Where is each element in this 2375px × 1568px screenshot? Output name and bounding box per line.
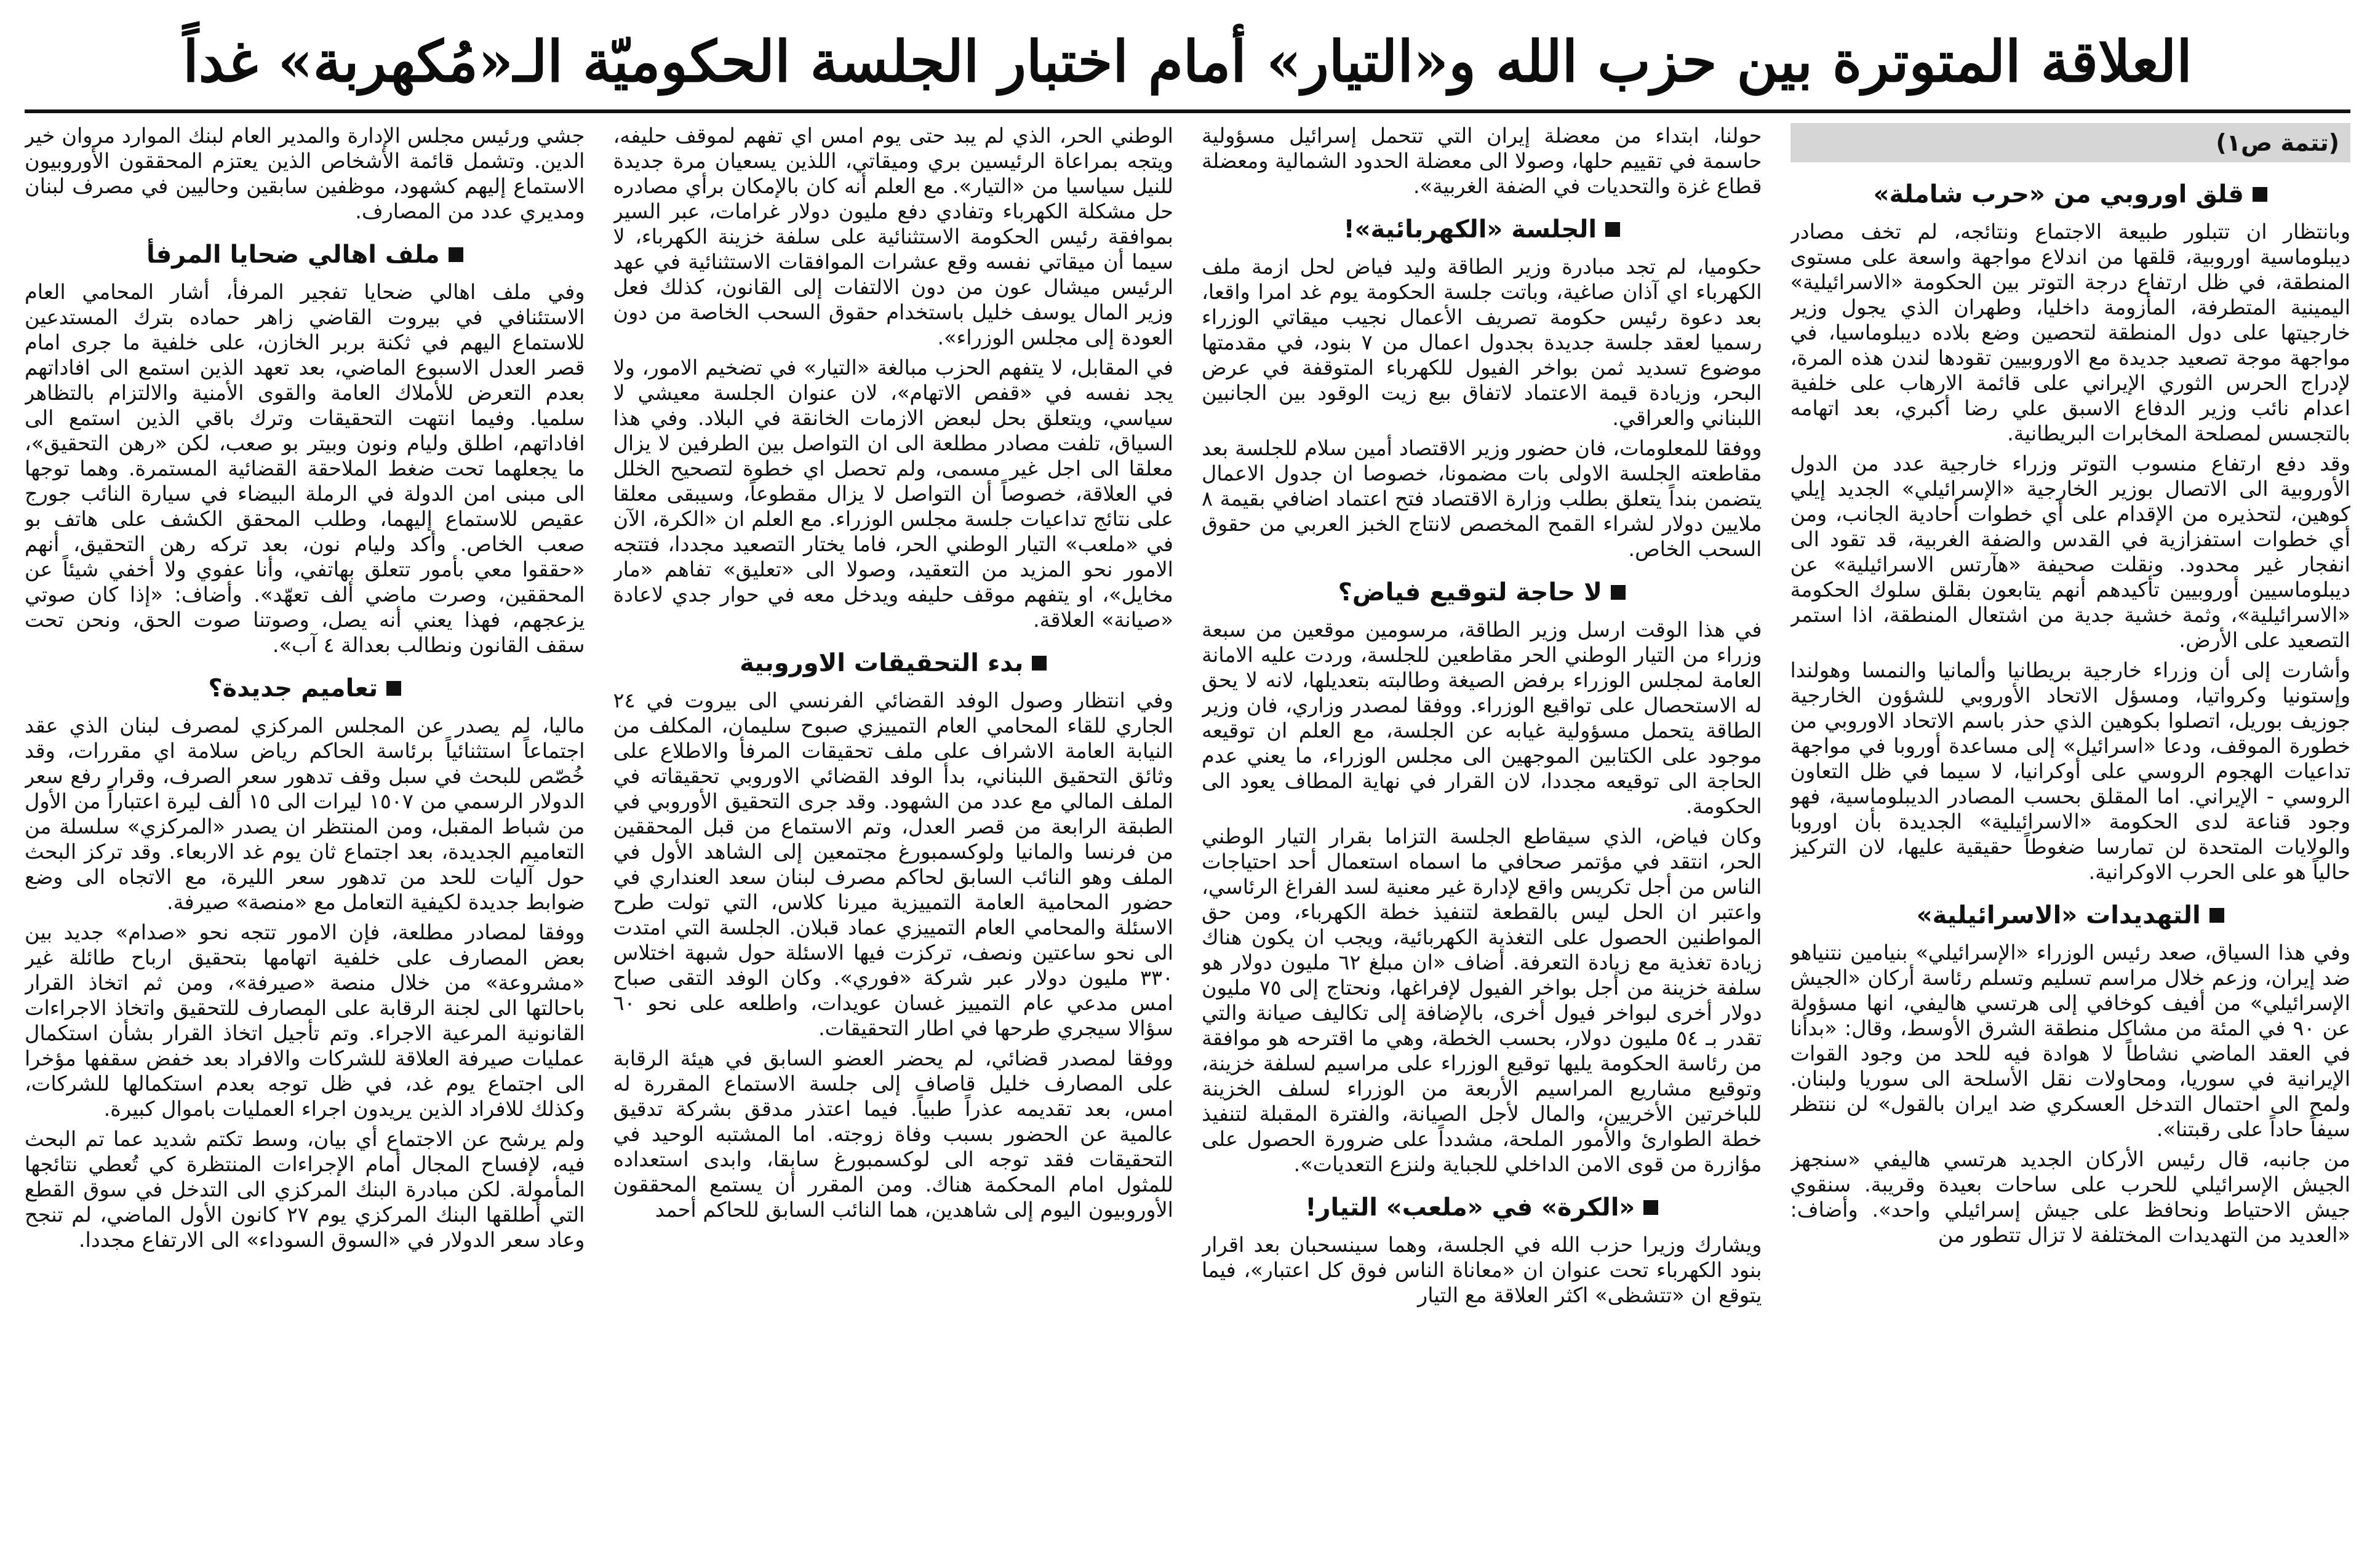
paragraph: وبانتظار ان تتبلور طبيعة الاجتماع ونتائجه، لم تخف مصادر ديبلوماسية اوروبية، قلقها من اندلاع مواجهة واسعة على مستوى المنطقة، في ظل ارتفاع درجة التوتر بين الحكومة «الاسرائيلية» اليمينية المتطرفة، المأزومة داخليا، وطهران الذي يجول وزير خارجيتها على دول المنطقة لتحصين وضع بلاده ديبلوماسيا، في مواجهة موجة تصعيد جديدة مع الاوروبيين تقودها لندن هذه المرة، لإدراج الحرس الثوري الإيراني على قائمة الارهاب على خلفية اعدام نائب وزير الدفاع الاسبق علي رضا أكبري، بعد اتهامه بالتجسس لمصلحة المخابرات البريطانية. [1790, 220, 2350, 445]
paragraph: حولنا، ابتداء من معضلة إيران التي تتحمل إسرائيل مسؤولية حاسمة في تقييم حلها، وصولا الى معضلة الحدود الشمالية ومعضلة قطاع غزة والتحديات في الضفة الغربية». [1202, 124, 1762, 198]
subheading-text: قلق اوروبي من «حرب شاملة» [1873, 180, 2244, 209]
column-4 [25, 123, 585, 1550]
headline: العلاقة المتوترة بين حزب الله و«التيار» أمام اختبار الجلسة الحكوميّة الـ«مُكهربة» غداً [183, 28, 2192, 95]
paragraph: ووفقا لمصادر مطلعة، فإن الامور تتجه نحو «صدام» جديد بين بعض المصارف على خلفية اتهامها بتحقيق ارباح طائلة غير «مشروعة» من خلال منصة «صيرفة»، ومن ثم اتخاذ القرار باحالتها الى لجنة الرقابة على المصارف للتحقيق واتخاذ الاجراءات القانونية المرعية الاجراء. وتم تأجيل اتخاذ القرار بشأن استكمال عمليات صيرفة العلاقة للشركات والافراد بعد خفض سقفها مؤخرا الى اجتماع يوم غد، في ظل توجه بعدم استكمالها للشركات، وكذلك للافراد الذين يريدون اجراء العمليات باموال كبيرة. [25, 920, 585, 1121]
subheading-text: لا حاجة لتوقيع فياض؟ [1338, 578, 1602, 607]
subheading-text: تعاميم جديدة؟ [208, 674, 378, 702]
square-bullet-icon [449, 247, 463, 262]
subheading-text: «الكرة» في «ملعب» التيار! [1305, 1193, 1635, 1222]
paragraph: ويشارك وزيرا حزب الله في الجلسة، وهما سينسحبان بعد اقرار بنود الكهرباء تحت عنوان ان «معاناة الناس فوق كل اعتبار»، فيما يتوقع ان «تتشظى» اكثر العلاقة مع التيار [1202, 1233, 1762, 1307]
paragraph: وأشارت إلى أن وزراء خارجية بريطانيا وألمانيا والنمسا وهولندا وإستونيا وكرواتيا، ومسؤل الاتحاد الأوروبي للشؤون الخارجية جوزيف بوريل، اتصلوا بكوهين الذي حذر باسم الاتحاد الاوروبي من خطورة الموقف، ودعا «اسرائيل» إلى مساعدة أوروبا في مواجهة تداعيات الهجوم الروسي على أوكرانيا، لا سيما في ظل التعاون الروسي - الإيراني. اما المقلق بحسب المصادر الديبلوماسية، فهو وجود قناعة لدى الحكومة «الاسرائيلية» الجديدة بأن اوروبا والولايات المتحدة لن تمارسا ضغوطاً حقيقية عليها، لان التركيز حالياً هو على الحرب الاوكرانية. [1790, 658, 2350, 884]
square-bullet-icon [1611, 585, 1626, 600]
subheading [25, 239, 585, 271]
paragraph: وفي ملف اهالي ضحايا تفجير المرفأ، أشار المحامي العام الاستئنافي في بيروت القاضي زاهر حماده بترك المستدعين للاستماع اليهم في ثكنة بربر الخازن، على خلفية ما جرى امام قصر العدل الاسبوع الماضي، بعد تعهد الذين استمع الى افاداتهم بعدم التعرض للأملاك العامة والقوى الأمنية والالتزام بالتظاهر سلميا. وفيما انتهت التحقيقات وترك باقي الذين استمع الى افاداتهم، اطلق وليام ونون وبيتر بو صعب، لكن «رهن التحقيق»، ما يجعلهما تحت ضغط الملاحقة القضائية المستمرة. وهما توجها الى مبنى امن الدولة في الرملة البيضاء في سيارة النائب جورج عقيص للاستماع إليهما، وطلب المحقق الكشف على هاتف بو صعب الخاص. وأكد وليام نون، بعد تركه رهن التحقيق، أنهم «حققوا معي بأمور تتعلق بهاتفي، وأنا عفوي ولا أخفي شيئاً عن المحققين، وصرت ماضي ألف تعهّد». وأضاف: «إذا كان صوتي يزعجهم، فهذا يعني أنه يصل، وصوتنا صوت الحق، ونحن تحت سقف القانون ونطالب بعدالة ٤ آب». [25, 280, 585, 657]
square-bullet-icon [2253, 187, 2267, 202]
subheading-text: الجلسة «الكهربائية»! [1343, 215, 1597, 244]
paragraph: جشي ورئيس مجلس الإدارة والمدير العام لبنك الموارد مروان خير الدين. وتشمل قائمة الأشخاص الذين يعتزم المحققون الأوروبيون الاستماع إليهم كشهود، موظفين سابقين وحاليين في مصرف لبنان ومديري عدد من المصارف. [25, 124, 585, 223]
subheading-text: بدء التحقيقات الاوروبية [740, 649, 1024, 677]
square-bullet-icon [1605, 222, 1620, 237]
paragraph: ووفقا للمعلومات، فان حضور وزير الاقتصاد أمين سلام للجلسة بعد مقاطعته الجلسة الاولى بات مضمونا، خصوصا ان جدول الاعمال يتضمن بنداً يتعلق بطلب وزارة الاقتصاد فتح اعتماد اضافي بقيمة ٨ ملايين دولار لشراء القمح المخصص لانتاج الخبز العربي من حقوق السحب الخاص. [1202, 436, 1762, 561]
article-columns [25, 123, 2350, 1550]
paragraph: من جانبه، قال رئيس الأركان الجديد هرتسي هاليفي «سنجهز الجيش الإسرائيلي للحرب على ساحات بعيدة وقريبة. سنقوي جيش الاحتياط ونحافظ على جيش إسرائيلي واحد». وأضاف: «العديد من التهديدات المختلفة لا تزال تتطور من [1790, 1147, 2350, 1247]
column-2 [1202, 123, 1762, 1550]
column-3 [613, 123, 1174, 1550]
square-bullet-icon [1643, 1200, 1658, 1215]
paragraph: ماليا، لم يصدر عن المجلس المركزي لمصرف لبنان الذي عقد اجتماعاً استثنائياً برئاسة الحاكم رياض سلامة اي مقررات، وقد خُصّص للبحث في سبل وقف تدهور سعر الصرف، وقرار رفع سعر الدولار الرسمي من ١٥٠٧ ليرات الى ١٥ ألف ليرة اعتباراً من الأول من شباط المقبل، ومن المنتظر ان يصدر «المركزي» سلسلة من التعاميم الجديدة، بعد اجتماع ثان يوم غد الاربعاء. وقد تركز البحث حول آليات للحد من تدهور سعر الليرة، مع الاتجاه الى وضع ضوابط جديدة لكيفية التعامل مع «منصة» صيرفة. [25, 714, 585, 914]
subheading [1202, 576, 1762, 608]
square-bullet-icon [386, 681, 401, 696]
paragraph: وفي هذا السياق، صعد رئيس الوزراء «الإسرائيلي» بنيامين نتنياهو ضد إيران، وزعم خلال مراسم تسليم وتسلم رئاسة أركان «الجيش الإسرائيلي» من أفيف كوخافي إلى هرتسي هاليفي، انها مسؤولة عن ٩٠ في المئة من مشاكل منطقة الشرق الأوسط، وقال: «بدأنا في العقد الماضي نشاطاً لا هوادة فيه للحد من وجود القوات الإيرانية في سوريا، ومحاولات نقل الأسلحة الى سوريا ولبنان. ولمح الى احتمال التدخل العسكري ضد ايران بالقول» لن ننتظر سيفاً حاداً على رقبتنا». [1790, 941, 2350, 1141]
paragraph: ووفقا لمصدر قضائي، لم يحضر العضو السابق في هيئة الرقابة على المصارف خليل قاصاف إلى جلسة الاستماع المقررة له امس، بعد تقديمه عذراً طبياً. فيما اعتذر مدقق بشركة تدقيق عالمية عن الحضور بسبب وفاة زوجته. اما المشتبه الوحيد في التحقيقات فقد توجه الى لوكسمبورغ سابقا، وابدى استعداده للمثول امام المحكمة هناك. ومن المقرر أن يستمع المحققون الأوروبيون اليوم إلى شاهدين، هما النائب السابق للحاكم أحمد [613, 1046, 1173, 1222]
paragraph: وقد دفع ارتفاع منسوب التوتر وزراء خارجية عدد من الدول الأوروبية الى الاتصال بوزير الخارجية «الإسرائيلي» الجديد إيلي كوهين، لتحذيره من الإقدام على أي خطوات أحادية الجانب، ومن أي خطوات استفزازية في القدس والضفة الغربية، قد تقود الى انفجار غير محدود. ونقلت صحيفة «هآرتس الاسرائيلية» عن ديبلوماسيين أوروبيين تأكيدهم أنهم يتابعون بقلق سلوك الحكومة «الاسرائيلية»، وثمة خشية جدية من اشتعال المنطقة، اذا استمر التصعيد على الأرض. [1790, 452, 2350, 652]
subheading [1202, 1192, 1762, 1224]
paragraph: في المقابل، لا يتفهم الحزب مبالغة «التيار» في تضخيم الامور، ولا يجد نفسه في «قفص الاتهام»، لان عنوان الجلسة معيشي لا سياسي، ويتعلق بحل لبعض الازمات الخانقة في البلاد. وفي هذا السياق، تلفت مصادر مطلعة الى ان التواصل بين الطرفين لا يزال معلقا الى اجل غير مسمى، ولم تحصل اي خطوة لتصحيح الخلل في العلاقة، خصوصاً أن التواصل لا يزال مقطوعاً، وسيبقى معلقا على نتائج تداعيات جلسة مجلس الوزراء. مع العلم ان «الكرة، الآن في «ملعب» التيار الوطني الحر، فاما يختار التصعيد مجددا، فتتجه الامور نحو المزيد من التعقيد، وصولا الى «تعليق» تفاهم «مار مخايل»، او يتفهم موقف حليفه ويدخل معه في حوار جدي لاعادة «صيانة» العلاقة. [613, 356, 1173, 632]
paragraph: الوطني الحر، الذي لم يبد حتى يوم امس اي تفهم لموقف حليفه، ويتجه بمراعاة الرئيسين بري وميقاتي، اللذين يسعيان مرة جديدة للنيل سياسيا من «التيار». مع العلم أنه كان بالإمكان برأي مصادره حل مشكلة الكهرباء وتفادي دفع مليون دولار غرامات، عبر السير بموافقة رئيس الحكومة الاستثنائية على سلفة خزينة الكهرباء، لا سيما أن ميقاتي نفسه وقع عشرات الموافقات الاستثنائية في عهد الرئيس ميشال عون من دون الالتفات إلى القانون، كذلك فعل وزير المال يوسف خليل باستخدام حقوق السحب الخاصة من دون العودة إلى مجلس الوزراء». [613, 124, 1173, 349]
subheading [25, 672, 585, 704]
column-1 [1790, 123, 2351, 1550]
subheading [1790, 178, 2351, 210]
paragraph: في هذا الوقت ارسل وزير الطاقة، مرسومين موقعين من سبعة وزراء من التيار الوطني الحر مقاطعين للجلسة، وردت عليه الامانة العامة لمجلس الوزراء برفض الصيغة وطالبته بتعديلها، لانه لا يحق له الاستحصال على تواقيع الوزراء. ووفقا لمصدر وزاري، فان وزير الطاقة يتحمل مسؤولية غيابه عن الجلسة، مع العلم ان توقيعه موجود على الكتابين الموجهين الى مجلس الوزراء، ما يعني عدم الحاجة الى توقيعه مجددا، لان القرار في نهاية المطاف يعود الى الحكومة. [1202, 618, 1762, 818]
subheading [613, 647, 1174, 679]
subheading [1790, 899, 2351, 931]
square-bullet-icon [2209, 908, 2224, 923]
headline-rule [25, 109, 2350, 113]
subheading-text: التهديدات «الاسرائيلية» [1916, 901, 2201, 929]
paragraph: ولم يرشح عن الاجتماع أي بيان، وسط تكتم شديد عما تم البحث فيه، لإفساح المجال أمام الإجراءات المنتظرة كي تُعطي نتائجها المأمولة. لكن مبادرة البنك المركزي الى التدخل في سوق القطع التي أطلقها البنك المركزي يوم ٢٧ كانون الأول الماضي، لم تنجح وعاد سعر الدولار في «السوق السوداء» الى الارتفاع مجددا. [25, 1127, 585, 1252]
paragraph: حكوميا، لم تجد مبادرة وزير الطاقة وليد فياض لحل ازمة ملف الكهرباء اي آذان صاغية، وباتت جلسة الحكومة يوم غد امرا واقعا، بعد دعوة رئيس حكومة تصريف الأعمال نجيب ميقاتي الوزراء رسميا لعقد جلسة جديدة بجدول اعمال من ٧ بنود، في مقدمتها موضوع تسديد ثمن بواخر الفيول للكهرباء المتوقفة في عرض البحر، وزيادة قيمة الاعتماد لاتفاق بيع زيت الوقود بين الجانبين اللبناني والعراقي. [1202, 255, 1762, 430]
paragraph: وفي انتظار وصول الوفد القضائي الفرنسي الى بيروت في ٢٤ الجاري للقاء المحامي العام التمييزي صبوح سليمان، المكلف من النيابة العامة الاشراف على ملف تحقيقات المرفأ والاطلاع على وثائق التحقيق اللبناني، بدأ الوفد القضائي الاوروبي تحقيقاته في الملف المالي مع عدد من الشهود. وقد جرى التحقيق الأوروبي في الطبقة الرابعة من قصر العدل، وتم الاستماع من قبل المحققين من فرنسا والمانيا ولوكسمبورغ مجتمعين إلى الشاهد الأول في الملف وهو النائب السابق لحاكم مصرف لبنان سعد العنداري في حضور المحامية العامة التمييزية ميرنا كلاس، التي تولت طرح الاسئلة والمحامي العام التمييزي عماد قبلان. الجلسة التي امتدت الى نحو ساعتين ونصف، تركزت فيها الاسئلة حول شبهة اختلاس ٣٣٠ مليون دولار عبر شركة «فوري». وكان الوفد التقى صباح امس مدعي عام التمييز غسان عويدات، واطلعه على نحو ٦٠ سؤالا سيجري طرحها في اطار التحقيقات. [613, 688, 1173, 1040]
subheading-text: ملف اهالي ضحايا المرفأ [146, 241, 440, 269]
continuation-label: (تتمة ص١) [1790, 123, 2351, 162]
square-bullet-icon [1032, 656, 1047, 671]
paragraph: وكان فياض، الذي سيقاطع الجلسة التزاما بقرار التيار الوطني الحر، انتقد في مؤتمر صحافي ما اسماه استعمال أحد احتياجات الناس من أجل تكريس واقع لإدارة غير معنية لسد الفراغ الرئاسي، واعتبر ان الحل ليس بالقطعة لتنفيذ خطة الكهرباء، ومن حق المواطنين الحصول على التغذية الكهربائية، ويجب ان يكون هناك زيادة تغذية مع زيادة التعرفة. أضاف «ان مبلغ ٦٢ مليون دولار هو سلفة خزينة من أجل بواخر الفيول لإفراغها، ونحتاج إلى ٧٥ مليون دولار أخرى لبواخر فيول أخرى، بالإضافة إلى تكاليف صيانة والتي تقدر بـ ٥٤ مليون دولار، بحسب الخطة، وهي ما اقترحه هو موافقة من رئاسة الحكومة يليها توقيع الوزراء على مراسيم لسلفة خزينة، وتوقيع مشاريع المراسيم الأربعة من الوزراء لسلف الخزينة للباخرتين الأخريين، والمال لأجل الصيانة، والفترة المقبلة لتنفيذ خطة الطوارئ والأمور الملحة، مشدداً على ضرورة الحصول على مؤازرة من قوى الامن الداخلي للجباية ولنزع التعديات». [1202, 824, 1762, 1176]
subheading [1202, 213, 1762, 245]
